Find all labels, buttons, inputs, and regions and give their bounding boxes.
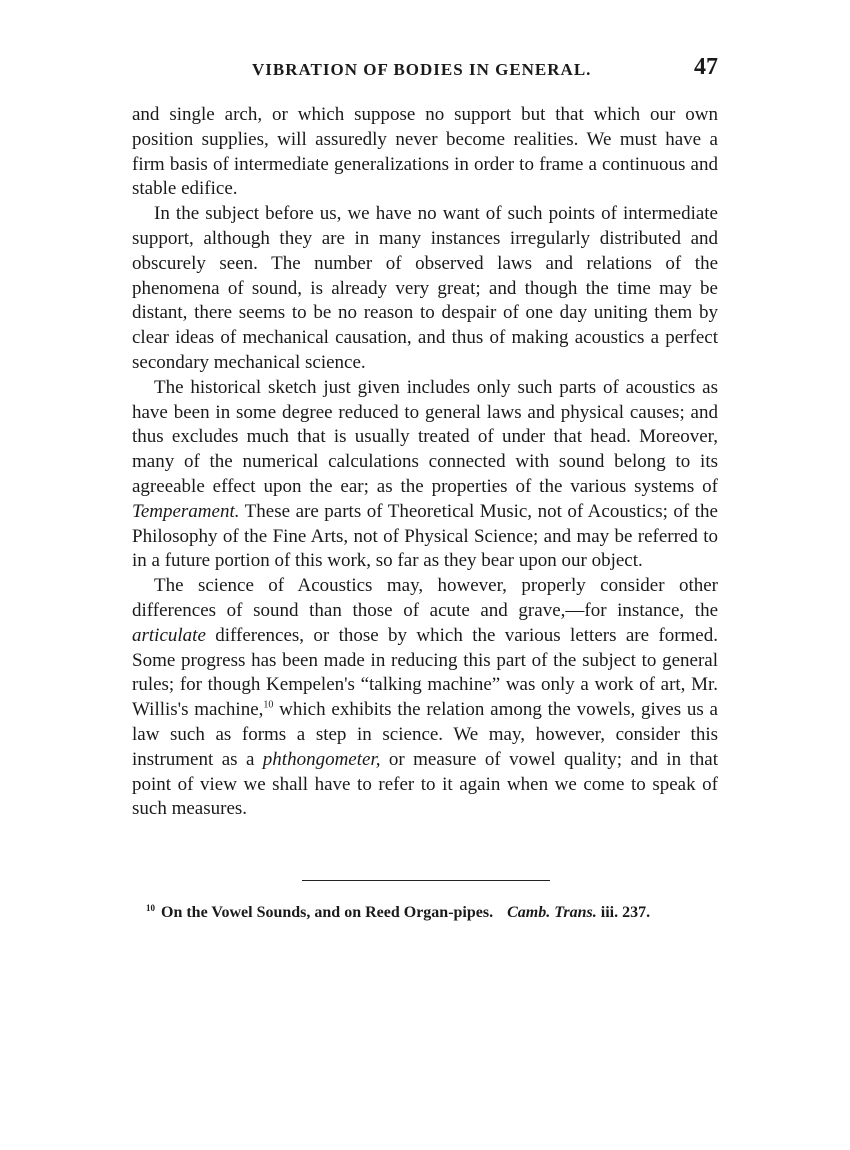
paragraph-4-italic-articulate: articulate bbox=[132, 624, 206, 646]
paragraph-2: In the subject before us, we have no want of such points of intermediate support, although they are in many instances irregularly distributed and obscurely seen. The number of observed laws and relations of the phenomena of sound, is already very great; and though the time may be distant, there seems to be no reason to despair of one day uniting them by clear ideas of mechanical causation, and thus of making acoustics a perfect secondary mechanical science. bbox=[132, 203, 718, 373]
paragraph-4 bbox=[132, 574, 718, 822]
footnote-citation: Camb. Trans. bbox=[507, 904, 597, 921]
paragraph-4-text-d: or measure of vowel quality; and in that point of view we shall have to refer to it again when we come to speak of such measures. bbox=[132, 748, 718, 820]
paragraph-4-text-a: The science of Acoustics may, however, properly consider other differences of sound than those of acute and grave,—for instance, the bbox=[132, 575, 718, 621]
paragraph-4-italic-phthongometer: phthongometer, bbox=[262, 748, 381, 770]
footnote-mark: 10 bbox=[146, 902, 155, 913]
footnote-divider bbox=[302, 880, 550, 881]
paragraph-1: and single arch, or which suppose no support but that which our own position supplies, will assuredly never become realities. We must have a firm basis of intermediate generalizations in order to frame a continuous and stable edifice. bbox=[132, 104, 718, 200]
paragraph-3 bbox=[132, 376, 718, 574]
running-title: VIBRATION OF BODIES IN GENERAL. bbox=[252, 60, 592, 79]
paragraph-4-text-b: differences, or those by which the various letters are formed. Some progress has been made in reducing this part of the subject to general rules; for though Kempelen's “talking machine” was only a work of art, Mr. Willis's machine, bbox=[132, 624, 718, 721]
paragraph-3-text-a: The historical sketch just given includes only such parts of acoustics as have been in some degree reduced to general laws and physical causes; and thus excludes much that is usually treated of under that head. Moreover, many of the numerical calculations connected with sound belong to its agreeable effect upon the ear; as the properties of the various systems of bbox=[132, 376, 718, 497]
paragraph-3-italic: Temperament. bbox=[132, 500, 240, 522]
paragraph-3-text-b: These are parts of Theoretical Music, not of Acoustics; of the Philosophy of the Fine Arts, not of Physical Science; and may be referred to in a future portion of this work, so far as they bear upon our object. bbox=[132, 500, 718, 572]
footnote bbox=[146, 902, 718, 924]
footnote-text: On the Vowel Sounds, and on Reed Organ-pipes. bbox=[161, 904, 494, 921]
footnote-reference-page: iii. 237. bbox=[600, 904, 651, 921]
page-number: 47 bbox=[694, 54, 718, 80]
running-head bbox=[132, 56, 720, 88]
body-text bbox=[132, 103, 718, 822]
footnote-reference[interactable]: 10 bbox=[263, 699, 274, 711]
paragraph-4-text-c: which exhibits the relation among the vowels, gives us a law such as forms a step in science. We may, however, consider this instrument as a bbox=[132, 699, 718, 770]
